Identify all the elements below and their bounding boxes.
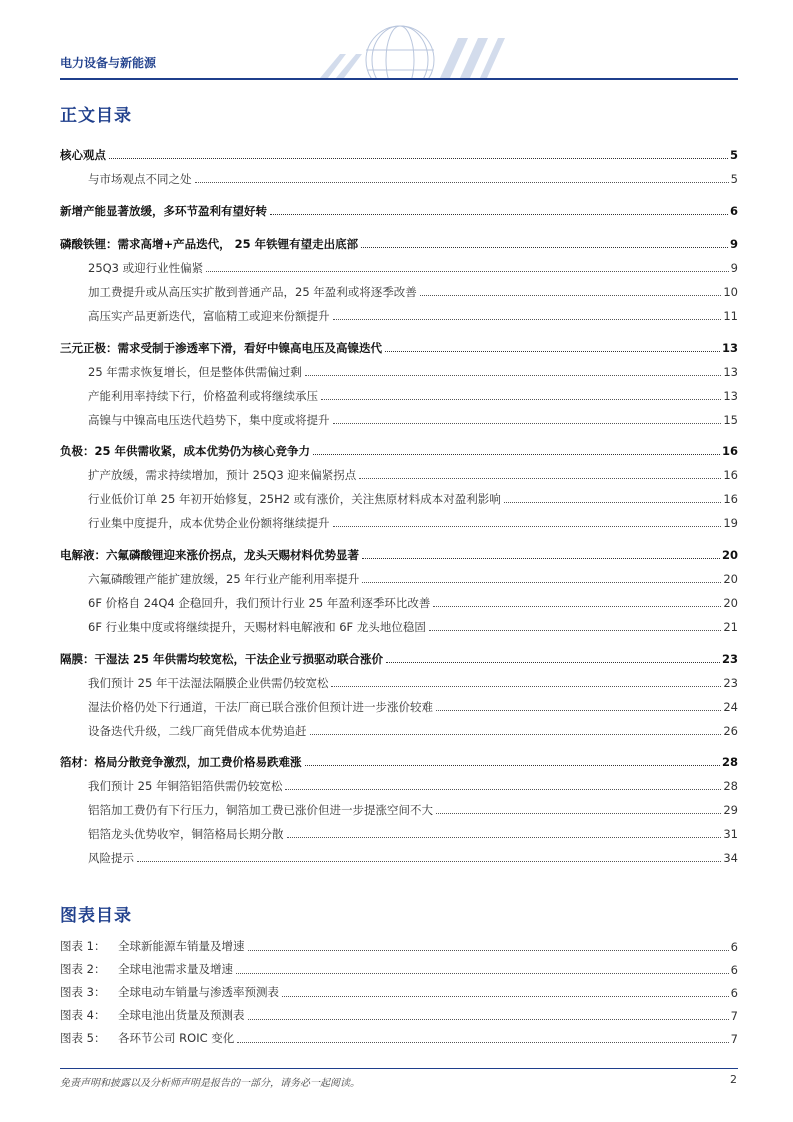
toc-entry-page: 26 [723,724,738,738]
page-number: 2 [730,1073,737,1086]
toc-entry-text: 25Q3 或迎行业性偏紧 [88,261,204,275]
figure-entry[interactable] [60,936,738,954]
toc-entry-text: 高镍与中镍高电压迭代趋势下，集中度或将提升 [88,413,330,427]
dot-leader [248,949,729,951]
toc-entry[interactable] [88,672,738,690]
dot-leader [333,318,722,320]
toc-entry[interactable] [88,361,738,379]
toc-entry[interactable] [88,847,738,865]
figure-label: 图表 5： [60,1031,106,1045]
toc-entry-page: 5 [730,172,738,186]
figure-title: 全球电池出货量及预测表 [118,1008,245,1022]
toc-entry-text: 设备迭代升级，二线厂商凭借成本优势追赶 [88,724,307,738]
dot-leader [248,1018,729,1020]
dot-leader [385,350,720,352]
figure-page: 6 [730,940,738,954]
dot-leader [305,374,722,376]
toc-entry[interactable] [88,799,738,817]
toc-entry-page: 23 [721,652,738,666]
footer-disclaimer: 免责声明和披露以及分析师声明是报告的一部分，请务必一起阅读。 [60,1078,360,1089]
figure-entry[interactable] [60,1005,738,1023]
toc-entry-page: 5 [729,148,738,162]
toc-entry-page: 13 [721,341,738,355]
toc-entry[interactable] [60,648,738,666]
header-divider [60,78,738,80]
dot-leader [359,477,721,479]
toc-entry[interactable] [88,281,738,299]
figure-page: 7 [730,1009,738,1023]
toc-entry[interactable] [88,464,738,482]
toc-entry[interactable] [88,168,738,186]
toc-entry-page: 20 [723,596,738,610]
toc-entry-page: 28 [721,755,738,769]
toc-entry-text: 负极：25 年供需收紧，成本优势仍为核心竞争力 [60,444,311,458]
dot-leader [321,398,721,400]
toc-entry-page: 9 [729,237,738,251]
toc-entry-page: 15 [723,413,738,427]
toc-entry[interactable] [88,775,738,793]
figure-page: 6 [730,963,738,977]
dot-leader [362,581,721,583]
figure-label: 图表 4： [60,1008,106,1022]
toc-entry-text: 核心观点 [60,148,106,162]
toc-entry[interactable] [88,568,738,586]
dot-leader [137,860,721,862]
toc-entry[interactable] [88,409,738,427]
toc-entry[interactable] [88,616,738,634]
figure-title: 全球电动车销量与渗透率预测表 [118,985,279,999]
toc-entry-text: 与市场观点不同之处 [88,172,192,186]
toc-entry-page: 6 [729,204,738,218]
figure-entry[interactable] [60,959,738,977]
toc-entry-page: 16 [723,492,738,506]
dot-leader [361,246,728,248]
figure-title: 各环节公司 ROIC 变化 [118,1031,235,1045]
toc-entry-page: 19 [723,516,738,530]
dot-leader [331,685,721,687]
toc-entry[interactable] [60,544,738,562]
dot-leader [433,605,721,607]
toc-entry[interactable] [88,488,738,506]
toc-entry-page: 20 [723,572,738,586]
toc-entry-text: 6F 价格自 24Q4 企稳回升，我们预计行业 25 年盈利逐季环比改善 [88,596,431,610]
toc-entry-page: 24 [723,700,738,714]
dot-leader [285,788,721,790]
toc-entry-text: 电解液：六氟磷酸锂迎来涨价拐点，龙头天赐材料优势显著 [60,548,359,562]
toc-entry[interactable] [60,200,738,218]
toc-entry-text: 新增产能显著放缓，多环节盈利有望好转 [60,204,267,218]
toc-entry-text: 产能利用率持续下行，价格盈利或将继续承压 [88,389,318,403]
dot-leader [362,557,720,559]
toc-entry[interactable] [60,751,738,769]
toc-entry[interactable] [60,440,738,458]
dot-leader [504,501,722,503]
figure-label: 图表 3： [60,985,106,999]
toc-entry-page: 28 [723,779,738,793]
toc-entry-text: 扩产放缓，需求持续增加，预计 25Q3 迎来偏紧拐点 [88,468,357,482]
figure-title: 全球电池需求量及增速 [118,962,233,976]
globe-logo-icon [300,24,550,78]
toc-entry[interactable] [88,257,738,275]
toc-entry-text: 高压实产品更新迭代，富临精工或迎来份额提升 [88,309,330,323]
toc-entry-text: 六氟磷酸锂产能扩建放缓，25 年行业产能利用率提升 [88,572,360,586]
figure-label: 图表 1： [60,939,106,953]
toc-entry-text: 风险提示 [88,851,134,865]
toc-entry-text: 行业低价订单 25 年初开始修复，25H2 或有涨价，关注焦原材料成本对盈利影响 [88,492,501,506]
figures-heading: 图表目录 [60,906,132,926]
dot-leader [333,422,722,424]
toc-entry[interactable] [88,720,738,738]
toc-entry[interactable] [88,592,738,610]
toc-entry-text: 我们预计 25 年干法湿法隔膜企业供需仍较宽松 [88,676,329,690]
toc-entry-page: 9 [730,261,738,275]
toc-entry-page: 16 [723,468,738,482]
dot-leader [195,181,729,183]
toc-heading: 正文目录 [60,106,132,126]
figure-entry[interactable] [60,1028,738,1046]
figure-entry[interactable] [60,982,738,1000]
toc-entry-text: 铝箔龙头优势收窄，铜箔格局长期分散 [88,827,284,841]
toc-entry-page: 11 [723,309,738,323]
dot-leader [236,972,729,974]
figure-page: 7 [730,1032,738,1046]
toc-entry-text: 我们预计 25 年铜箔铝箔供需仍较宽松 [88,779,283,793]
dot-leader [420,294,722,296]
toc-entry-page: 10 [723,285,738,299]
toc-entry-text: 隔膜：干湿法 25 年供需均较宽松，干法企业亏损驱动联合涨价 [60,652,384,666]
dot-leader [313,453,720,455]
toc-entry-text: 行业集中度提升，成本优势企业份额将继续提升 [88,516,330,530]
toc-entry-page: 21 [723,620,738,634]
toc-entry[interactable] [88,305,738,323]
toc-entry-page: 20 [721,548,738,562]
toc-entry[interactable] [88,823,738,841]
dot-leader [310,733,722,735]
toc-entry[interactable] [60,144,738,162]
toc-entry-text: 箔材：格局分散竞争激烈，加工费价格易跌难涨 [60,755,302,769]
dot-leader [386,661,720,663]
toc-entry-text: 25 年需求恢复增长，但是整体供需偏过剩 [88,365,302,379]
toc-entry-text: 铝箔加工费仍有下行压力，铜箔加工费已涨价但进一步提涨空间不大 [88,803,433,817]
toc-entry[interactable] [88,512,738,530]
toc-entry-text: 6F 行业集中度或将继续提升，天赐材料电解液和 6F 龙头地位稳固 [88,620,426,634]
figure-label: 图表 2： [60,962,106,976]
toc-entry-page: 13 [723,365,738,379]
dot-leader [282,995,729,997]
toc-entry-text: 三元正极：需求受制于渗透率下滑，看好中镍高电压及高镍迭代 [60,341,382,355]
dot-leader [287,836,722,838]
figure-title: 全球新能源车销量及增速 [118,939,245,953]
toc-entry[interactable] [60,337,738,355]
dot-leader [109,157,728,159]
toc-entry-page: 34 [723,851,738,865]
dot-leader [206,270,729,272]
toc-entry[interactable] [88,696,738,714]
toc-entry-text: 磷酸铁锂：需求高增+产品迭代， 25 年铁锂有望走出底部 [60,237,359,251]
toc-entry-page: 31 [723,827,738,841]
dot-leader [270,213,728,215]
toc-entry-page: 29 [723,803,738,817]
toc-entry-page: 13 [723,389,738,403]
toc-entry[interactable] [88,385,738,403]
header-title: 电力设备与新能源 [60,56,157,70]
dot-leader [305,764,720,766]
toc-entry-page: 16 [721,444,738,458]
dot-leader [237,1041,728,1043]
toc-entry-page: 23 [723,676,738,690]
toc-entry-text: 加工费提升或从高压实扩散到普通产品，25 年盈利或将逐季改善 [88,285,417,299]
dot-leader [436,709,721,711]
toc-entry[interactable] [60,233,738,251]
toc-entry-text: 湿法价格仍处下行通道，干法厂商已联合涨价但预计进一步涨价较难 [88,700,433,714]
dot-leader [333,525,722,527]
dot-leader [436,812,721,814]
footer-divider [60,1068,738,1069]
dot-leader [429,629,722,631]
figure-page: 6 [730,986,738,1000]
